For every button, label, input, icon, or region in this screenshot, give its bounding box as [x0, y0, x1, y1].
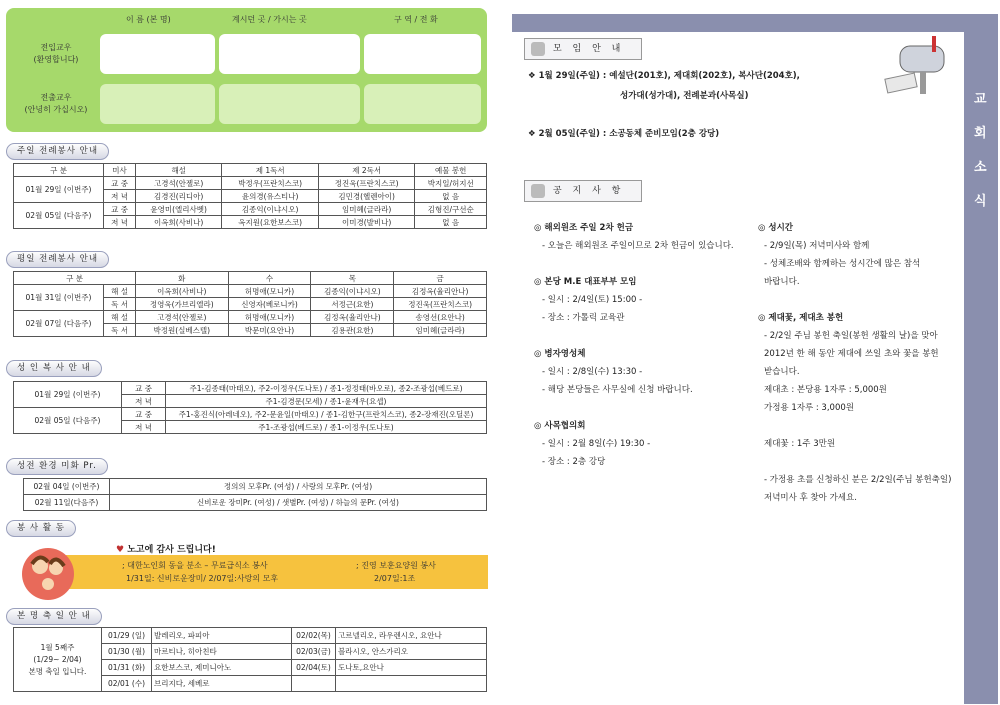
- col-header: 제 1독서: [222, 164, 319, 177]
- table-row: 02/01 (수) 브리지다, 세베로: [14, 676, 487, 692]
- notice-head: ◎ 해외원조 주일 2차 헌금: [534, 223, 634, 233]
- table-row: 02월 05일 (다음주) 교 중 주1-홍진식(아레네오), 주2-문윤일(마태오) / 종1-김한구(프란치스코), 종2-장재진(오딜론): [14, 408, 487, 421]
- service-line: ; 대한노인회 동을 분소 – 무료급식소 봉사: [122, 561, 268, 570]
- diamond-icon: ❖: [528, 71, 536, 81]
- table-row: 02월 11일(다음주) 신비로운 장미Pr. (여성) / 샛별Pr. (여성) / 하늘의 문Pr. (여성): [24, 495, 487, 511]
- left-column: [6, 8, 490, 688]
- service-section-title: 봉 사 활 동: [6, 520, 76, 537]
- notice-head: ◎ 성시간: [758, 223, 794, 233]
- top-band: [512, 14, 970, 32]
- service-line: 1/31일: 신비로운장미/ 2/07일:사랑의 모후: [126, 574, 279, 583]
- notice-line: 바랍니다.: [764, 277, 800, 287]
- notice-line: - 장소 : 2층 강당: [542, 457, 606, 467]
- col-header: 화: [136, 272, 229, 285]
- notice-line: - 해당 본당들은 사무실에 신청 바랍니다.: [542, 385, 693, 395]
- notice-line: 받습니다.: [764, 367, 800, 377]
- side-title-char: 식: [974, 194, 987, 209]
- notice-head: ◎ 제대꽃, 제대초 봉헌: [758, 313, 844, 323]
- reg-out-contact[interactable]: [364, 84, 481, 124]
- table-row: 02월 05일 (다음주) 교 중 윤영미(엘리사벳) 김종익(이냐시오) 임미혜(글라라) 김형진/구선순: [14, 203, 487, 216]
- notice-line: - 일시 : 2/4일(토) 15:00 -: [542, 295, 643, 305]
- pr-section-title: 성전 환경 미화 Pr.: [6, 458, 108, 475]
- table-row: 저 녁 김경진(리디아) 윤의경(유스티나) 김민경(헬렌아이) 없 음: [14, 190, 487, 203]
- col-header: 구 분: [14, 164, 104, 177]
- reg-header-name: 이 름 (본 명): [126, 15, 171, 24]
- table-row: 독 서 정영욱(가브리엘라) 신영자(베로니카) 서정근(요한) 정진욱(프란치스코): [14, 298, 487, 311]
- notice-line: 저녁미사 후 찾아 가세요.: [764, 493, 857, 503]
- notice-line: - 일시 : 2/8일(수) 13:30 -: [542, 367, 643, 377]
- reg-header-contact: 구 역 / 전 화: [394, 15, 438, 24]
- col-header: 제 2독서: [318, 164, 415, 177]
- side-band: [964, 14, 998, 704]
- mailbox-icon: [884, 32, 954, 96]
- weekday-table: [13, 271, 487, 337]
- meeting-item: ❖ 1월 29일(주일) : 예설단(201호), 제대회(202호), 복사단(204호),: [528, 71, 800, 81]
- reg-in-place[interactable]: [219, 34, 360, 74]
- pr-table: [23, 478, 487, 511]
- table-row: 01/30 (월) 마르티나, 히아친타 02/03(금) 블라시오, 안스가리오: [14, 644, 487, 660]
- col-header: 해설: [136, 164, 222, 177]
- notice-line: - 2/2일 주님 봉헌 축일(봉헌 생활의 날)을 맞아: [764, 331, 938, 341]
- reg-header-place: 계시던 곳 / 가시는 곳: [232, 15, 307, 24]
- notice-icon: [531, 184, 545, 198]
- notice-line: - 2/9일(목) 저녁미사와 함께: [764, 241, 870, 251]
- side-title-char: 교: [974, 92, 987, 107]
- notice-line: - 오늘은 해외원조 주일이므로 2차 헌금이 있습니다.: [542, 241, 734, 251]
- notice-line: - 가정용 초를 신청하신 분은 2/2일(주님 봉헌축일): [764, 475, 952, 485]
- notice-title: 공 지 사 항: [524, 180, 642, 202]
- registration-box: [6, 8, 487, 132]
- col-header: 목: [311, 272, 394, 285]
- service-line: ; 진영 보훈요양원 봉사: [356, 561, 436, 570]
- col-header: 미사: [104, 164, 136, 177]
- notice-head: ◎ 병자영성체: [534, 349, 586, 359]
- table-row: 02월 07일 (다음주) 해 설 고경석(안젤로) 허명애(모니카) 김정옥(율리안나) 송영선(요안나): [14, 311, 487, 324]
- altar-section-title: 성 인 복 사 안 내: [6, 360, 102, 377]
- reg-out-place[interactable]: [219, 84, 360, 124]
- notice-line: 가정용 1자루 : 3,000원: [764, 403, 854, 413]
- feast-week: 1월 5째주 (1/29~ 2/04) 본명 축일 입니다.: [14, 628, 102, 692]
- col-header: 금: [394, 272, 487, 285]
- sunday-section-title: 주일 전례봉사 안내: [6, 143, 109, 160]
- col-header: 구 분: [14, 272, 136, 285]
- table-row: 01월 31일 (이번주) 해 설 이옥희(사비나) 허명애(모니카) 김종익(이냐시오) 김정옥(율리안나): [14, 285, 487, 298]
- side-title-char: 회: [974, 126, 987, 141]
- table-row: 01/31 (화) 요한보스코, 제미니아노 02/04(토) 도나토,요안나: [14, 660, 487, 676]
- table-row: 01월 29일 (이번주) 교 중 고경석(안젤로) 박정우(프란치스코) 정진욱(프란치스코) 박지일/허지선: [14, 177, 487, 190]
- reg-out-name[interactable]: [100, 84, 215, 124]
- side-title-char: 소: [974, 160, 987, 175]
- reg-label-in: 전입교우 (환영합니다): [33, 43, 79, 64]
- reg-in-contact[interactable]: [364, 34, 481, 74]
- col-header: 예물 봉헌: [415, 164, 487, 177]
- notice-line: 제대초 : 본당용 1자루 : 5,000원: [764, 385, 887, 395]
- table-row: 독 서 박정원(실베스텔) 박문미(요안나) 김용관(요한) 임미혜(글라라): [14, 324, 487, 337]
- notice-line: - 성체조배와 함께하는 성시간에 많은 참석: [764, 259, 921, 269]
- notice-head: ◎ 사목협의회: [534, 421, 586, 431]
- table-row: 01월 29일 (이번주) 교 중 주1-김종태(마태오), 주2-이정우(도나토) / 종1-정정태(바오로), 종2-조광섭(베드로): [14, 382, 487, 395]
- notice-head: ◎ 본당 M.E 대표부부 모임: [534, 277, 637, 287]
- table-row: 02월 04일 (이번주) 정의의 모후Pr. (여성) / 사랑의 모후Pr. (여성): [24, 479, 487, 495]
- meeting-title: 모 임 안 내: [524, 38, 642, 60]
- family-illustration-icon: [20, 544, 76, 602]
- heart-icon: ♥: [116, 545, 125, 555]
- col-header: 수: [228, 272, 311, 285]
- table-row: 1월 5째주 (1/29~ 2/04) 본명 축일 입니다. 01/29 (일) 발레리오, 파피아 02/02(목) 고르넬리오, 라우렌시오, 요안나: [14, 628, 487, 644]
- table-row: 저 녁 주1-김경문(모세) / 종1-윤재우(요셉): [14, 395, 487, 408]
- reg-in-name[interactable]: [100, 34, 215, 74]
- service-thanks: ♥ 노고에 감사 드립니다!: [116, 545, 216, 555]
- notice-line: - 일시 : 2월 8일(수) 19:30 -: [542, 439, 651, 449]
- weekday-section-title: 평일 전례봉사 안내: [6, 251, 109, 268]
- altar-table: [13, 381, 487, 434]
- notice-line: 2012년 한 해 동안 제대에 쓰일 초와 꽃을 봉헌: [764, 349, 939, 359]
- notice-line: - 장소 : 가톨릭 교육관: [542, 313, 625, 323]
- notice-line: 제대꽃 : 1주 3만원: [764, 439, 836, 449]
- diamond-icon: ❖: [528, 129, 536, 139]
- reg-label-out: 전출교우 (안녕히 가십시오): [24, 93, 88, 114]
- feast-section-title: 본 명 축 일 안 내: [6, 608, 102, 625]
- meeting-item-cont: 성가대(성가대), 전례분과(사목실): [620, 91, 749, 101]
- right-column: [512, 14, 998, 704]
- table-row: 저 녁 주1-조광섭(베드로) / 종1-이정우(도나토): [14, 421, 487, 434]
- meeting-icon: [531, 42, 545, 56]
- meeting-item: ❖ 2월 05일(주일) : 소공동체 준비모임(2층 강당): [528, 129, 720, 139]
- service-line: 2/07일:1조: [374, 574, 416, 583]
- sunday-table: [13, 163, 487, 229]
- service-banner: [6, 540, 488, 604]
- table-row: 저 녁 이옥희(사비나) 옥지원(요한보스코) 이미경(발비나) 없 음: [14, 216, 487, 229]
- feast-table: [13, 627, 487, 692]
